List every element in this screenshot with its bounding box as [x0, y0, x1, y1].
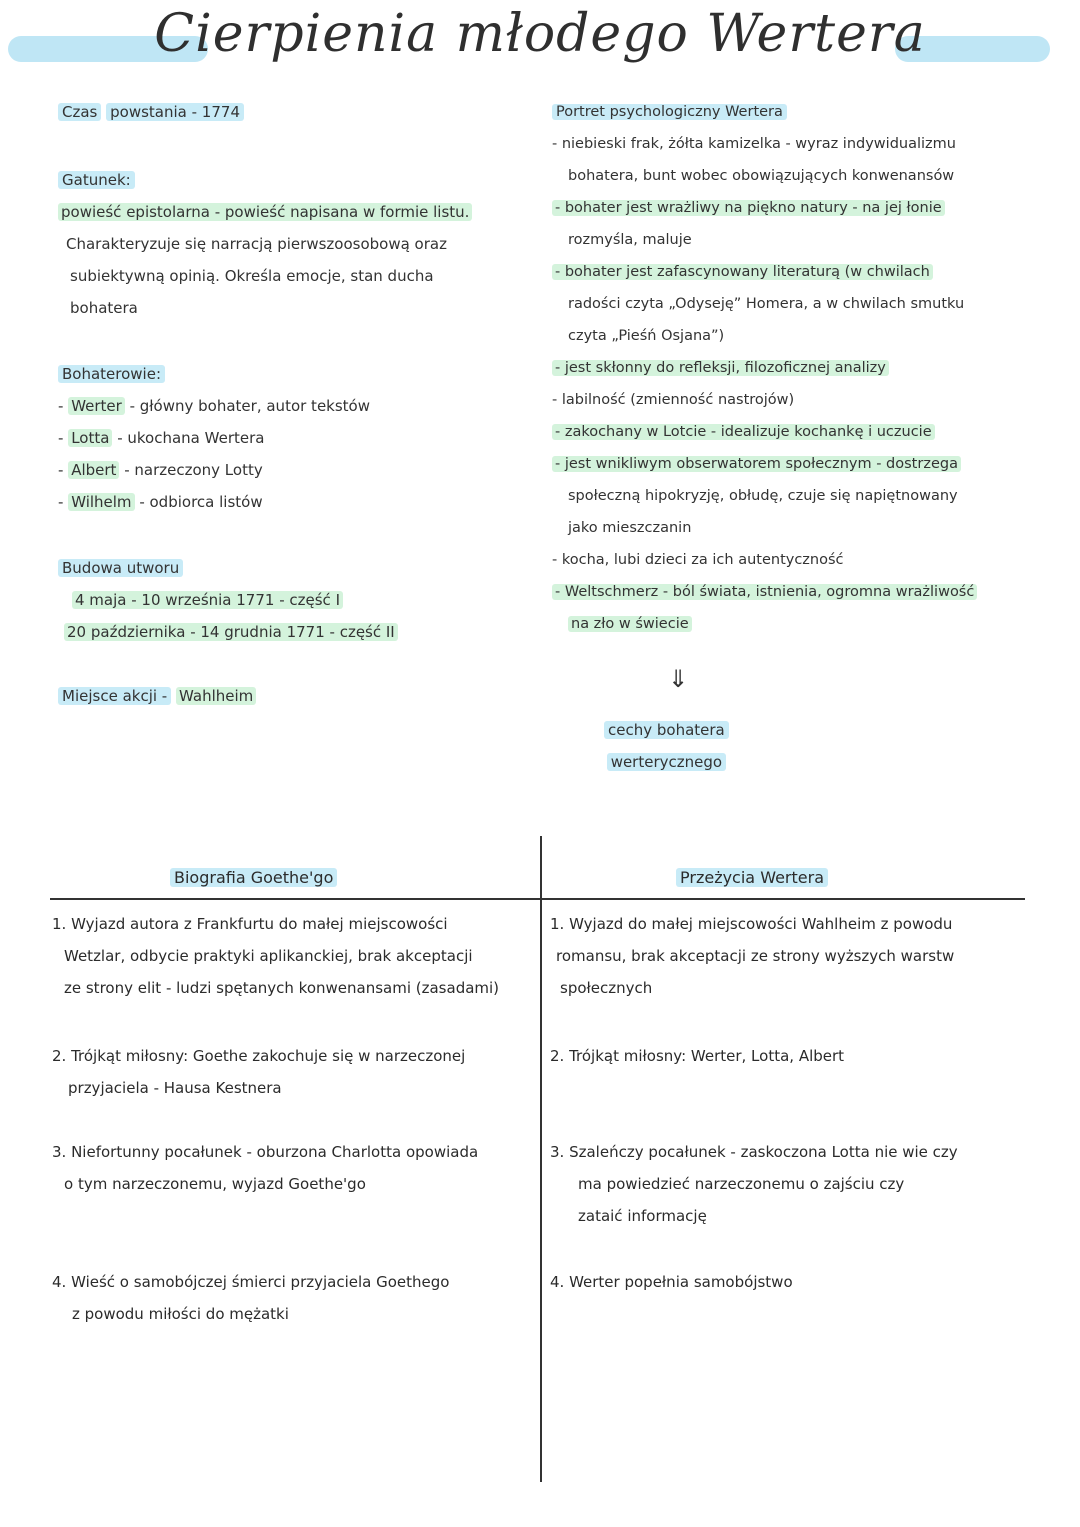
- gatunek-line-4: bohatera: [70, 299, 138, 317]
- table-head-right: [676, 868, 828, 887]
- bohater-name: Albert: [68, 461, 119, 479]
- table-cell-left: [52, 1266, 449, 1330]
- budowa-line-1: 4 maja - 10 września 1771 - część I: [72, 591, 343, 609]
- miejsce-section: [58, 680, 256, 712]
- cell-line: społecznych: [560, 979, 653, 997]
- portret-line: rozmyśla, maluje: [568, 232, 692, 248]
- bohater-name: Lotta: [68, 429, 112, 447]
- bohater-desc: - odbiorca listów: [139, 493, 263, 511]
- bohater-name: Werter: [68, 397, 125, 415]
- portret-line: społeczną hipokryzję, obłudę, czuje się napiętnowany: [568, 488, 958, 504]
- page-title: Cierpienia młodego Wertera: [154, 4, 926, 64]
- cechy-line-2: werterycznego: [607, 753, 726, 771]
- portret-line: - zakochany w Lotcie - idealizuje kochankę i uczucie: [552, 424, 935, 440]
- portret-line: - kocha, lubi dzieci za ich autentyczność: [552, 552, 844, 568]
- gatunek-line-1: powieść epistolarna - powieść napisana w formie listu.: [58, 203, 472, 221]
- cechy-line-1: cechy bohatera: [604, 721, 729, 739]
- cell-line: z powodu miłości do mężatki: [72, 1305, 289, 1323]
- table-cell-right: [550, 1266, 793, 1298]
- cell-line: o tym narzeczonemu, wyjazd Goethe'go: [64, 1175, 366, 1193]
- cechy-section: [604, 714, 729, 778]
- cell-line: 3. Niefortunny pocałunek - oburzona Charlotta opowiada: [52, 1143, 479, 1161]
- cell-line: przyjaciela - Hausa Kestnera: [68, 1079, 282, 1097]
- table-divider-vertical: [540, 836, 542, 1482]
- table-head-right-text: Przeżycia Wertera: [676, 868, 828, 887]
- bohater-row: - Albert - narzeczony Lotty: [58, 461, 263, 479]
- down-arrow-icon: ⇓: [668, 665, 689, 693]
- portret-line: - bohater jest zafascynowany literaturą (w chwilach: [552, 264, 933, 280]
- bohater-desc: - główny bohater, autor tekstów: [129, 397, 370, 415]
- table-cell-right: [550, 1136, 958, 1232]
- portret-section: [552, 96, 977, 640]
- czas-value: powstania - 1774: [106, 103, 244, 121]
- cell-line: ze strony elit - ludzi spętanych konwenansami (zasadami): [64, 979, 500, 997]
- portret-line: - jest skłonny do refleksji, filozoficznej analizy: [552, 360, 889, 376]
- cell-line: 1. Wyjazd autora z Frankfurtu do małej miejscowości: [52, 915, 448, 933]
- budowa-label: Budowa utworu: [58, 559, 183, 577]
- bohater-name: Wilhelm: [68, 493, 134, 511]
- portret-line: - jest wnikliwym obserwatorem społecznym - dostrzega: [552, 456, 961, 472]
- cell-line: 2. Trójkąt miłosny: Goethe zakochuje się w narzeczonej: [52, 1047, 466, 1065]
- table-head-left: [170, 868, 337, 887]
- table-divider-horizontal: [50, 898, 1025, 900]
- czas-section: [58, 96, 244, 128]
- cell-line: ma powiedzieć narzeczonemu o zajściu czy: [578, 1175, 905, 1193]
- portret-line: - labilność (zmienność nastrojów): [552, 392, 795, 408]
- portret-line: - bohater jest wrażliwy na piękno natury - na jej łonie: [552, 200, 945, 216]
- cell-line: 4. Werter popełnia samobójstwo: [550, 1273, 793, 1291]
- bohater-row: - Wilhelm - odbiorca listów: [58, 493, 263, 511]
- portret-line: radości czyta „Odyseję” Homera, a w chwilach smutku: [568, 296, 965, 312]
- gatunek-line-2: Charakteryzuje się narracją pierwszoosobową oraz: [66, 235, 447, 253]
- gatunek-section: [58, 164, 472, 324]
- portret-line: - niebieski frak, żółta kamizelka - wyraz indywidualizmu: [552, 136, 956, 152]
- bohater-row: - Lotta - ukochana Wertera: [58, 429, 265, 447]
- table-cell-left: [52, 1040, 465, 1104]
- cell-line: 3. Szaleńczy pocałunek - zaskoczona Lotta nie wie czy: [550, 1143, 958, 1161]
- budowa-section: [58, 552, 398, 648]
- cell-line: 1. Wyjazd do małej miejscowości Wahlheim z powodu: [550, 915, 953, 933]
- cell-line: romansu, brak akceptacji ze strony wyższych warstw: [556, 947, 955, 965]
- table-cell-right: [550, 1040, 844, 1072]
- table-cell-right: [550, 908, 954, 1004]
- bohater-desc: - ukochana Wertera: [117, 429, 265, 447]
- bohaterowie-section: [58, 358, 370, 518]
- miejsce-value: Wahlheim: [176, 687, 256, 705]
- portret-line: na zło w świecie: [568, 616, 692, 632]
- portret-label: Portret psychologiczny Wertera: [552, 104, 787, 120]
- portret-line: jako mieszczanin: [568, 520, 692, 536]
- portret-line: czyta „Pieśń Osjana”): [568, 328, 725, 344]
- table-cell-left: [52, 1136, 478, 1200]
- bohater-desc: - narzeczony Lotty: [124, 461, 263, 479]
- gatunek-line-3: subiektywną opinią. Określa emocje, stan ducha: [70, 267, 434, 285]
- miejsce-label: Miejsce akcji -: [58, 687, 171, 705]
- cell-line: Wetzlar, odbycie praktyki aplikanckiej, brak akceptacji: [64, 947, 473, 965]
- portret-line: bohatera, bunt wobec obowiązujących konwenansów: [568, 168, 955, 184]
- cell-line: 4. Wieść o samobójczej śmierci przyjaciela Goethego: [52, 1273, 450, 1291]
- cell-line: 2. Trójkąt miłosny: Werter, Lotta, Albert: [550, 1047, 845, 1065]
- table-cell-left: [52, 908, 499, 1004]
- bohaterowie-label: Bohaterowie:: [58, 365, 165, 383]
- budowa-line-2: 20 października - 14 grudnia 1771 - część II: [64, 623, 398, 641]
- gatunek-label: Gatunek:: [58, 171, 135, 189]
- cell-line: zataić informację: [578, 1207, 707, 1225]
- czas-label: Czas: [58, 103, 101, 121]
- bohater-row: - Werter - główny bohater, autor tekstów: [58, 397, 370, 415]
- table-head-left-text: Biografia Goethe'go: [170, 868, 337, 887]
- portret-line: - Weltschmerz - ból świata, istnienia, ogromna wrażliwość: [552, 584, 977, 600]
